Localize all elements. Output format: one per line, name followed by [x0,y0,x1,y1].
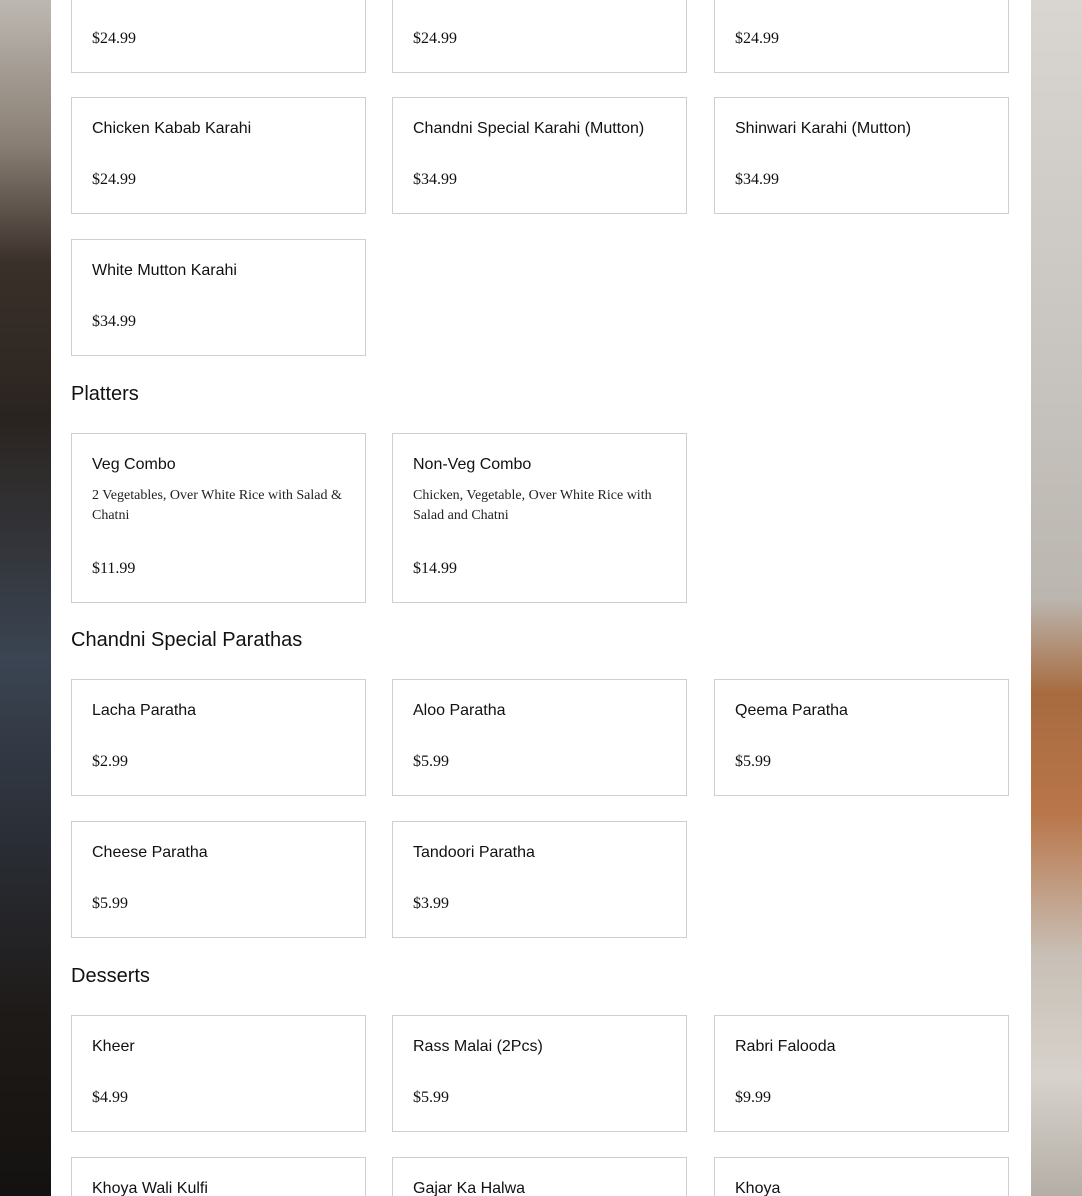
menu-item-name: White Mutton Karahi [92,262,237,279]
menu-item-price: $14.99 [413,560,457,577]
menu-item-name: Rabri Falooda [735,1038,836,1055]
menu-item-price: $24.99 [92,30,136,47]
menu-item-card[interactable] [392,0,687,73]
menu-item-name: Gajar Ka Halwa [413,1180,526,1196]
menu-item-card[interactable] [392,1015,687,1132]
menu-item-price: $4.99 [92,1089,128,1106]
menu-item-price: $5.99 [413,753,449,770]
menu-item-card[interactable] [392,433,687,603]
menu-item-card[interactable] [71,97,366,214]
menu-item-name: Cheese Paratha [92,844,208,861]
menu-item-card[interactable] [714,97,1009,214]
section-title-desserts: Desserts [71,965,150,987]
menu-item-card[interactable] [71,0,366,73]
menu-item-price: $34.99 [92,313,136,330]
menu-item-card[interactable] [71,821,366,938]
menu-item-name: Kheer [92,1038,135,1055]
menu-item-price: $3.99 [413,895,449,912]
menu-item-price: $5.99 [92,895,128,912]
menu-item-card[interactable] [392,97,687,214]
menu-item-card[interactable] [714,679,1009,796]
menu-item-name: Lacha Paratha [92,702,197,719]
menu-item-name: Aloo Paratha [413,702,506,719]
menu-item-name: Chicken Kabab Karahi [92,120,252,137]
section-title-parathas: Chandni Special Parathas [71,629,303,651]
menu-item-price: $34.99 [735,171,779,188]
menu-item-card[interactable] [714,1015,1009,1132]
menu-item-name: Tandoori Paratha [413,844,535,861]
menu-item-price: $11.99 [92,560,136,577]
background-image-left [0,0,51,1196]
menu-item-price: $9.99 [735,1089,771,1106]
menu-item-card[interactable] [714,0,1009,73]
menu-item-card[interactable] [392,821,687,938]
menu-item-card[interactable] [71,433,366,603]
menu-item-price: $5.99 [735,753,771,770]
menu-item-card[interactable] [714,1157,1009,1196]
menu-item-price: $2.99 [92,753,128,770]
menu-item-description: Chicken, Vegetable, Over White Rice with Salad and Chatni [413,488,652,523]
menu-item-name: Qeema Paratha [735,702,848,719]
menu-item-card[interactable] [71,679,366,796]
menu-item-name: Rass Malai (2Pcs) [413,1038,543,1055]
menu-item-name: Non-Veg Combo [413,456,532,473]
background-image-right [1031,0,1082,1196]
menu-item-name: Khoya [735,1180,781,1196]
menu-item-name: Khoya Wali Kulfi [92,1180,208,1196]
menu-item-card[interactable] [71,1015,366,1132]
menu-item-price: $5.99 [413,1089,449,1106]
menu-item-card[interactable] [392,679,687,796]
menu-item-price: $24.99 [92,171,136,188]
menu-item-price: $24.99 [413,30,457,47]
menu-item-name: Chandni Special Karahi (Mutton) [413,120,645,137]
menu-item-name: Shinwari Karahi (Mutton) [735,120,912,137]
menu-panel [51,0,1031,1196]
menu-item-description: 2 Vegetables, Over White Rice with Salad & Chatni [92,488,342,523]
menu-item-card[interactable] [392,1157,687,1196]
menu-item-price: $24.99 [735,30,779,47]
menu-item-name: Veg Combo [92,456,176,473]
section-title-platters: Platters [71,383,139,405]
menu-item-price: $34.99 [413,171,457,188]
menu-item-card[interactable] [71,239,366,356]
menu-item-card[interactable] [71,1157,366,1196]
